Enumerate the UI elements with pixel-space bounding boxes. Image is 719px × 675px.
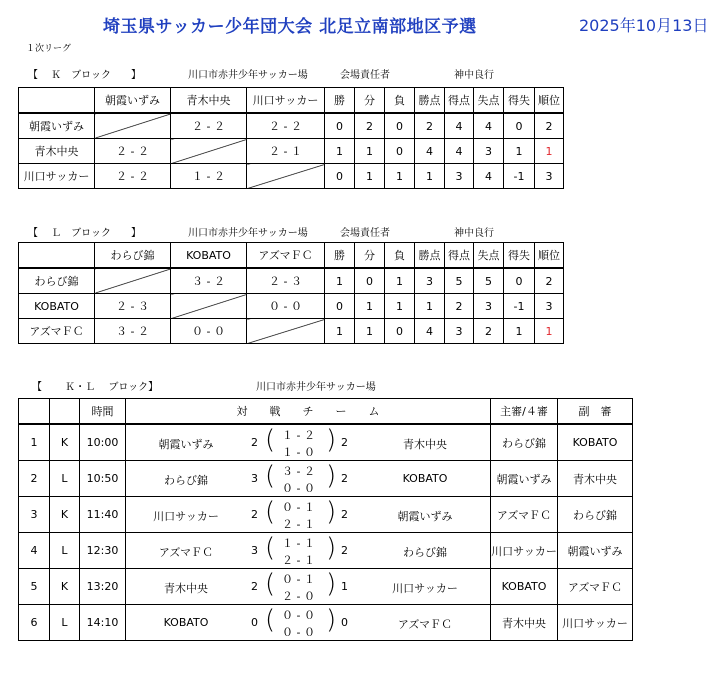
- team2-score: 2: [341, 544, 348, 557]
- stat-goal-diff: -1: [504, 164, 535, 189]
- match-score: ０ - ０: [171, 319, 247, 344]
- team1-score: 3: [251, 472, 258, 485]
- stat-points: 1: [415, 164, 445, 189]
- stat-header-rank: 順位: [535, 88, 564, 114]
- block-l-manager-label: 会場責任者: [340, 228, 390, 239]
- left-bracket-glyph: (: [265, 461, 276, 491]
- match-assistant: 青木中央: [558, 461, 633, 497]
- stat-goal-diff: 0: [504, 113, 535, 139]
- standings-row: [19, 113, 564, 139]
- stat-header-points: 勝点: [415, 88, 445, 114]
- match-time: 14:10: [80, 605, 126, 641]
- stat-header-losses: 負: [385, 243, 415, 269]
- stat-rank: 3: [535, 294, 564, 319]
- block-k-manager-name: 神中良行: [454, 70, 494, 81]
- team-name: 川口サッカー: [19, 164, 95, 189]
- stat-goal-diff: -1: [504, 294, 535, 319]
- left-bracket-glyph: (: [265, 569, 276, 599]
- team2-score: 2: [341, 472, 348, 485]
- match-referee: アズマＦＣ: [491, 497, 558, 533]
- stat-goal-diff: 0: [504, 268, 535, 294]
- team1: KOBATO: [163, 616, 209, 629]
- match-row: [19, 533, 633, 569]
- match-assistant: 川口サッカー: [558, 605, 633, 641]
- block-k-venue: 川口市赤井少年サッカー場: [188, 70, 308, 81]
- self-match-cell: [95, 268, 171, 294]
- header-no: [19, 399, 50, 425]
- right-bracket-glyph: ): [326, 461, 337, 491]
- standings-row: [19, 319, 564, 344]
- match-assistant: アズマＦＣ: [558, 569, 633, 605]
- stat-header-losses: 負: [385, 88, 415, 114]
- stat-draws: 1: [355, 139, 385, 164]
- stat-points: 4: [415, 319, 445, 344]
- stat-losses: 1: [385, 294, 415, 319]
- stat-draws: 0: [355, 268, 385, 294]
- team1: 朝霞いずみ: [158, 438, 214, 451]
- match-cell: [126, 605, 491, 641]
- stat-rank: 2: [535, 268, 564, 294]
- match-cell: [126, 424, 491, 461]
- match-score: ２ - ３: [95, 294, 171, 319]
- stat-header-rank: 順位: [535, 243, 564, 269]
- second-half-score: ０ - ０: [282, 626, 315, 639]
- match-row: [19, 424, 633, 461]
- team-name: KOBATO: [19, 294, 95, 319]
- match-block: K: [50, 424, 80, 461]
- team-col-header: 青木中央: [171, 88, 247, 114]
- header-time: 時間: [80, 399, 126, 425]
- schedule-title: 【 Ｋ・Ｌ ブロック】: [32, 382, 159, 393]
- stat-goals-against: 4: [474, 113, 504, 139]
- right-bracket-glyph: ): [326, 605, 337, 635]
- match-assistant: KOBATO: [558, 424, 633, 461]
- schedule-table: [18, 398, 633, 641]
- standings-header-row: [19, 88, 564, 114]
- second-half-score: １ - ０: [282, 446, 315, 459]
- team-name: 青木中央: [19, 139, 95, 164]
- stat-losses: 0: [385, 139, 415, 164]
- stage-label: １次リーグ: [26, 44, 72, 54]
- stat-draws: 2: [355, 113, 385, 139]
- second-half-score: ２ - ０: [282, 590, 315, 603]
- stat-rank: 2: [535, 113, 564, 139]
- stat-header-wins: 勝: [325, 243, 355, 269]
- team2-score: 2: [341, 436, 348, 449]
- second-half-score: ０ - ０: [282, 482, 315, 495]
- team2: 川口サッカー: [392, 582, 458, 595]
- match-no: 2: [19, 461, 50, 497]
- match-score: ２ - ２: [247, 113, 325, 139]
- match-block: K: [50, 497, 80, 533]
- team-col-header: アズマＦＣ: [247, 243, 325, 269]
- match-assistant: わらび錦: [558, 497, 633, 533]
- team1-score: 2: [251, 508, 258, 521]
- match-referee: KOBATO: [491, 569, 558, 605]
- match-assistant: 朝霞いずみ: [558, 533, 633, 569]
- stat-wins: 1: [325, 268, 355, 294]
- match-score: ２ - １: [247, 139, 325, 164]
- stat-header-draws: 分: [355, 88, 385, 114]
- stat-header-goal-diff: 得失: [504, 88, 535, 114]
- stat-wins: 0: [325, 294, 355, 319]
- stat-wins: 1: [325, 319, 355, 344]
- stat-draws: 1: [355, 294, 385, 319]
- match-referee: 青木中央: [491, 605, 558, 641]
- team2: 朝霞いずみ: [397, 510, 453, 523]
- corner-cell: [19, 88, 95, 114]
- self-match-cell: [247, 164, 325, 189]
- standings-row: [19, 164, 564, 189]
- stat-losses: 1: [385, 268, 415, 294]
- stat-goals-against: 5: [474, 268, 504, 294]
- stat-points: 3: [415, 268, 445, 294]
- corner-cell: [19, 243, 95, 269]
- left-bracket-glyph: (: [265, 605, 276, 635]
- stat-header-points: 勝点: [415, 243, 445, 269]
- stat-goal-diff: 1: [504, 139, 535, 164]
- second-half-score: ２ - １: [282, 554, 315, 567]
- match-score: ２ - ２: [95, 139, 171, 164]
- page-title: 埼玉県サッカー少年団大会 北足立南部地区予選: [103, 17, 477, 37]
- stat-points: 4: [415, 139, 445, 164]
- match-time: 13:20: [80, 569, 126, 605]
- block-l-standings-table: [18, 242, 564, 344]
- self-match-cell: [247, 319, 325, 344]
- match-score: ０ - ０: [247, 294, 325, 319]
- team-name: アズマＦＣ: [19, 319, 95, 344]
- self-match-cell: [171, 139, 247, 164]
- standings-row: [19, 139, 564, 164]
- stat-goals-against: 3: [474, 139, 504, 164]
- stat-header-goals-against: 失点: [474, 88, 504, 114]
- match-block: L: [50, 533, 80, 569]
- block-l-manager-name: 神中良行: [454, 228, 494, 239]
- match-score: ３ - ２: [171, 268, 247, 294]
- match-no: 3: [19, 497, 50, 533]
- match-score: １ - ２: [171, 164, 247, 189]
- stat-header-draws: 分: [355, 243, 385, 269]
- block-k-standings-table: [18, 87, 564, 189]
- second-half-score: ２ - １: [282, 518, 315, 531]
- team2: わらび錦: [403, 546, 447, 559]
- stat-draws: 1: [355, 164, 385, 189]
- team-name: わらび錦: [19, 268, 95, 294]
- stat-header-wins: 勝: [325, 88, 355, 114]
- stat-points: 2: [415, 113, 445, 139]
- self-match-cell: [171, 294, 247, 319]
- team-col-header: 朝霞いずみ: [95, 88, 171, 114]
- right-bracket-glyph: ): [326, 569, 337, 599]
- match-row: [19, 569, 633, 605]
- stat-draws: 1: [355, 319, 385, 344]
- block-k-manager-label: 会場責任者: [340, 70, 390, 81]
- first-half-score: ３ - ２: [282, 465, 315, 478]
- stat-points: 1: [415, 294, 445, 319]
- first-half-score: ０ - ０: [282, 609, 315, 622]
- stat-goals-for: 4: [445, 139, 474, 164]
- left-bracket-glyph: (: [265, 497, 276, 527]
- match-score: ２ - ２: [171, 113, 247, 139]
- stat-goals-against: 4: [474, 164, 504, 189]
- match-score: ３ - ２: [95, 319, 171, 344]
- stat-goal-diff: 1: [504, 319, 535, 344]
- match-referee: わらび錦: [491, 424, 558, 461]
- match-row: [19, 497, 633, 533]
- match-cell: [126, 497, 491, 533]
- match-no: 6: [19, 605, 50, 641]
- team-name: 朝霞いずみ: [19, 113, 95, 139]
- stat-rank: 1: [535, 139, 564, 164]
- self-match-cell: [95, 113, 171, 139]
- first-half-score: ０ - １: [282, 501, 315, 514]
- standings-row: [19, 294, 564, 319]
- match-time: 10:00: [80, 424, 126, 461]
- team-col-header: 川口サッカー: [247, 88, 325, 114]
- stat-rank: 1: [535, 319, 564, 344]
- match-time: 11:40: [80, 497, 126, 533]
- team-col-header: わらび錦: [95, 243, 171, 269]
- standings-header-row: [19, 243, 564, 269]
- match-score: ２ - ３: [247, 268, 325, 294]
- team1: わらび錦: [164, 474, 208, 487]
- match-no: 4: [19, 533, 50, 569]
- stat-header-goals-against: 失点: [474, 243, 504, 269]
- stat-goals-for: 5: [445, 268, 474, 294]
- header-referee: 主審/４審: [491, 399, 558, 425]
- team1-score: 3: [251, 544, 258, 557]
- team1-score: 0: [251, 616, 258, 629]
- stat-rank: 3: [535, 164, 564, 189]
- block-k-title: 【 Ｋ ブロック 】: [28, 70, 141, 81]
- team1-score: 2: [251, 580, 258, 593]
- stat-goals-for: 3: [445, 319, 474, 344]
- match-referee: 川口サッカー: [491, 533, 558, 569]
- left-bracket-glyph: (: [265, 533, 276, 563]
- stat-losses: 0: [385, 113, 415, 139]
- schedule-venue: 川口市赤井少年サッカー場: [256, 382, 376, 393]
- team1: 青木中央: [164, 582, 208, 595]
- stat-goals-for: 4: [445, 113, 474, 139]
- stat-losses: 0: [385, 319, 415, 344]
- match-block: K: [50, 569, 80, 605]
- team1: アズマＦＣ: [158, 546, 214, 559]
- team1: 川口サッカー: [153, 510, 219, 523]
- block-l-title: 【 Ｌ ブロック 】: [28, 228, 141, 239]
- first-half-score: ０ - １: [282, 573, 315, 586]
- team-col-header: KOBATO: [171, 243, 247, 269]
- right-bracket-glyph: ): [326, 497, 337, 527]
- match-score: ２ - ２: [95, 164, 171, 189]
- stat-wins: 0: [325, 164, 355, 189]
- match-block: L: [50, 605, 80, 641]
- match-cell: [126, 461, 491, 497]
- team2: 青木中央: [403, 438, 447, 451]
- match-referee: 朝霞いずみ: [491, 461, 558, 497]
- event-date: 2025年10月13日: [579, 16, 709, 35]
- header-assistant: 副 審: [558, 399, 633, 425]
- stat-header-goals-for: 得点: [445, 243, 474, 269]
- match-cell: [126, 533, 491, 569]
- stat-header-goals-for: 得点: [445, 88, 474, 114]
- first-half-score: １ - ２: [282, 429, 315, 442]
- stat-goals-against: 2: [474, 319, 504, 344]
- block-l-venue: 川口市赤井少年サッカー場: [188, 228, 308, 239]
- team2-score: 2: [341, 508, 348, 521]
- right-bracket-glyph: ): [326, 425, 337, 455]
- standings-row: [19, 268, 564, 294]
- left-bracket-glyph: (: [265, 425, 276, 455]
- right-bracket-glyph: ): [326, 533, 337, 563]
- match-row: [19, 461, 633, 497]
- stat-losses: 1: [385, 164, 415, 189]
- header-match: 対 戦 チ ー ム: [126, 399, 491, 425]
- team2: KOBATO: [402, 472, 448, 485]
- first-half-score: １ - １: [282, 537, 315, 550]
- match-time: 12:30: [80, 533, 126, 569]
- team2: アズマＦＣ: [397, 618, 453, 631]
- stat-goals-against: 3: [474, 294, 504, 319]
- match-no: 5: [19, 569, 50, 605]
- match-time: 10:50: [80, 461, 126, 497]
- match-cell: [126, 569, 491, 605]
- stat-wins: 1: [325, 139, 355, 164]
- match-block: L: [50, 461, 80, 497]
- stat-header-goal-diff: 得失: [504, 243, 535, 269]
- team2-score: 1: [341, 580, 348, 593]
- header-block: [50, 399, 80, 425]
- match-no: 1: [19, 424, 50, 461]
- stat-goals-for: 2: [445, 294, 474, 319]
- schedule-header-row: [19, 399, 633, 425]
- stat-wins: 0: [325, 113, 355, 139]
- team1-score: 2: [251, 436, 258, 449]
- match-row: [19, 605, 633, 641]
- team2-score: 0: [341, 616, 348, 629]
- stat-goals-for: 3: [445, 164, 474, 189]
